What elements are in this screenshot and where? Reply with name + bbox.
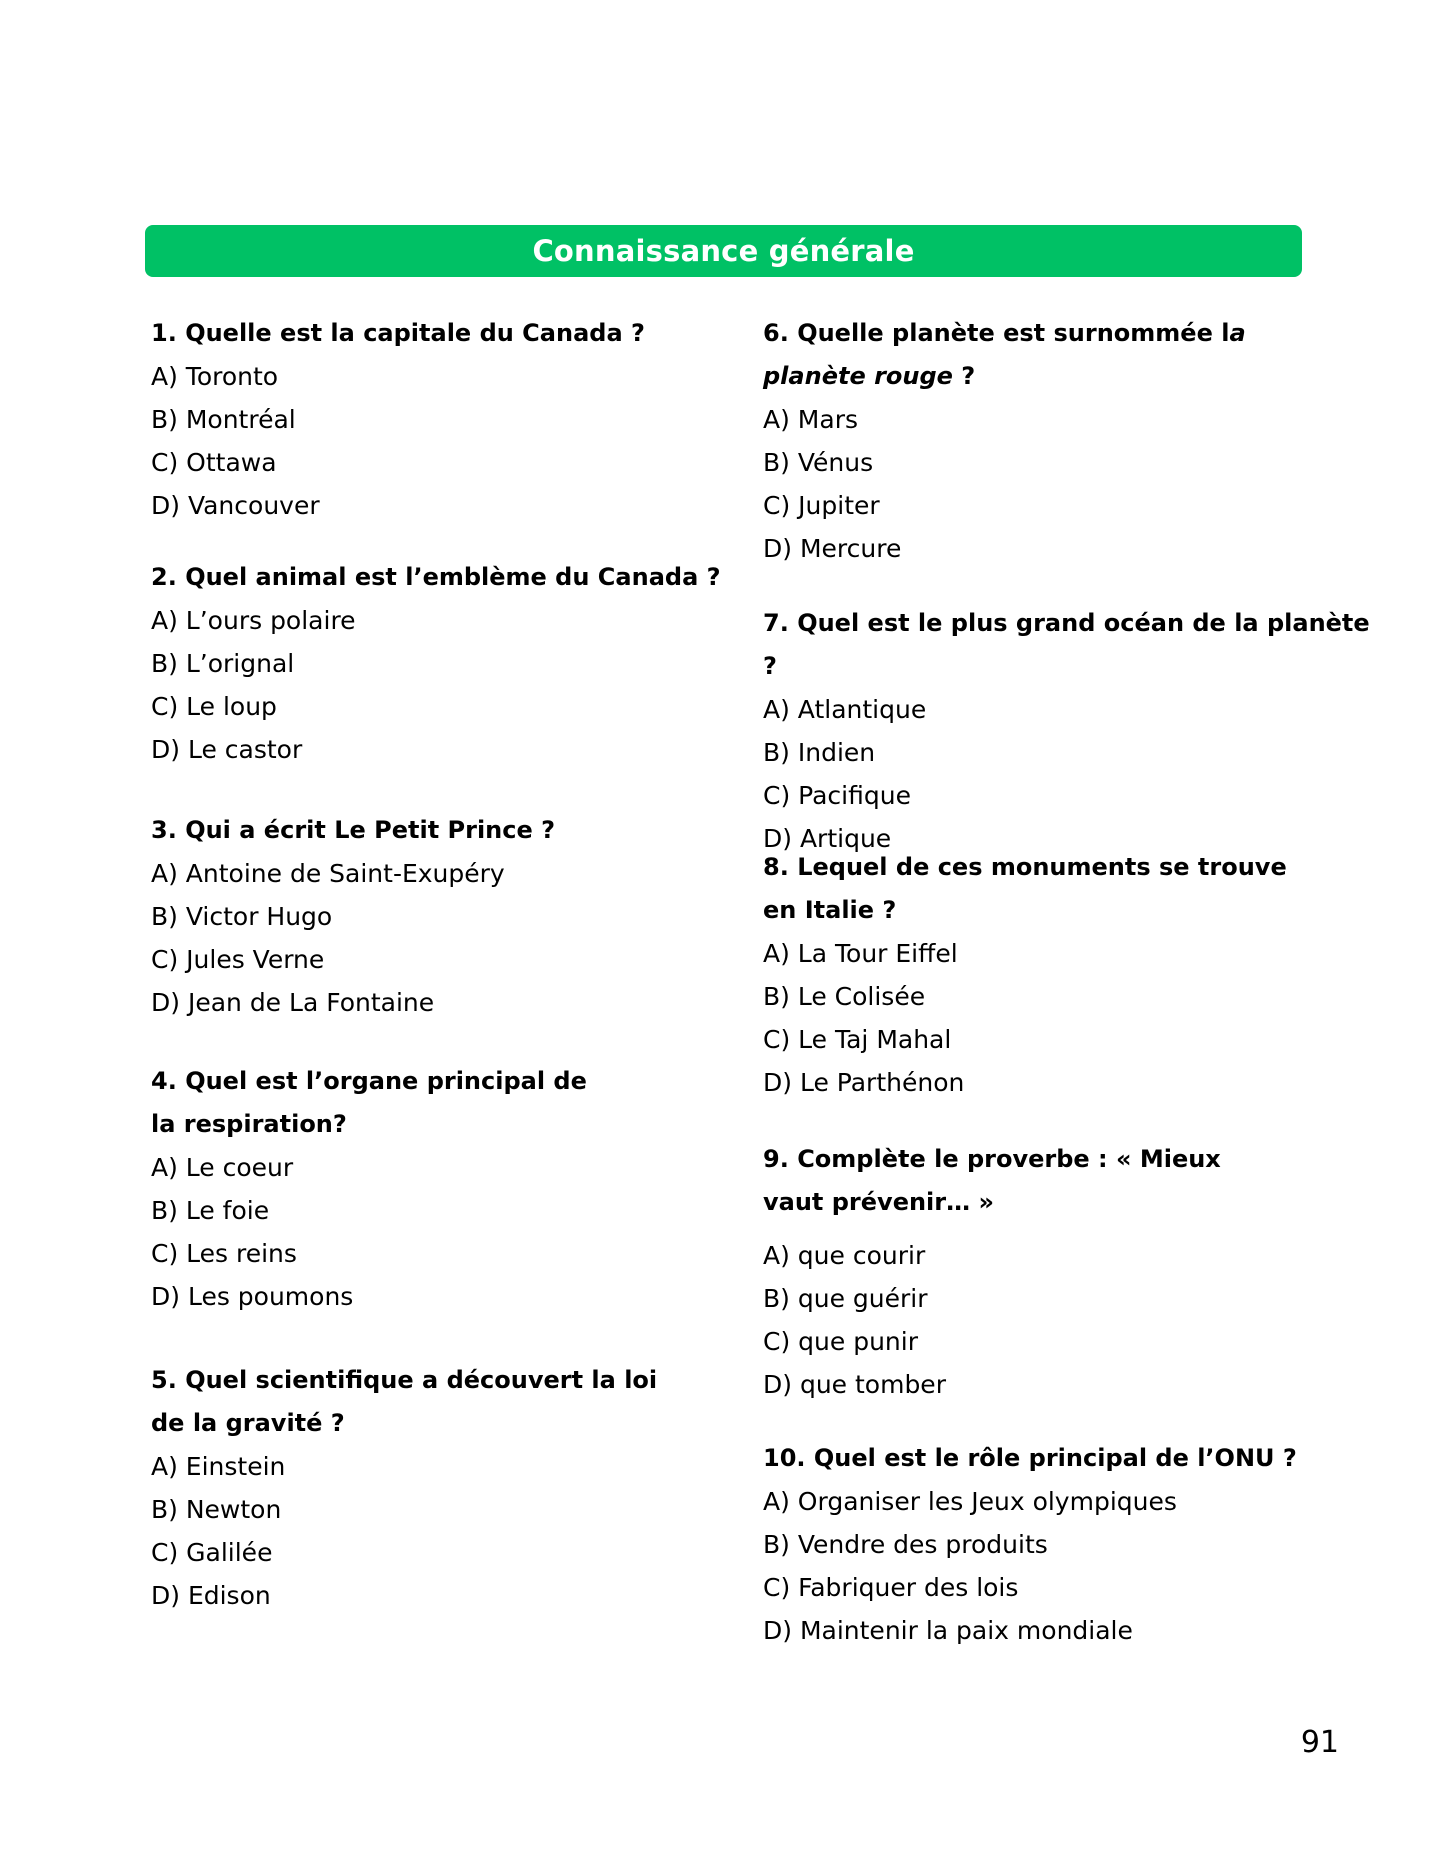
question-title [763,1138,1283,1224]
answer-option: D) Mercure [763,534,902,563]
answer-option: D) Le Parthénon [763,1068,965,1097]
question-1 [151,312,731,527]
answer-option: B) Indien [763,738,876,767]
answer-option: D) Edison [151,1581,271,1610]
answer-option: D) que tomber [763,1370,946,1399]
question-title [763,846,1323,932]
question-number: 9. [763,1145,789,1173]
question-title [151,809,731,852]
question-text: Qui a écrit Le Petit Prince ? [185,816,556,844]
question-text-end: ? [952,362,976,390]
answer-option: D) Jean de La Fontaine [151,988,435,1017]
answer-option: A) Einstein [151,1452,286,1481]
question-number: 7. [763,609,789,637]
answer-option: B) Le foie [151,1196,270,1225]
answer-option: C) Les reins [151,1239,297,1268]
question-text: Complète le proverbe : « Mieux vaut prévenir… » [763,1145,1221,1216]
answer-option: A) Atlantique [763,695,927,724]
question-text: Lequel de ces monuments se trouve en Italie ? [763,853,1287,924]
answer-option: A) Mars [763,405,858,434]
answer-option: D) Maintenir la paix mondiale [763,1616,1133,1645]
answer-option: C) Pacifique [763,781,911,810]
answer-option: C) Ottawa [151,448,277,477]
answer-option: B) Le Colisée [763,982,926,1011]
answer-option: D) Le castor [151,735,303,764]
question-number: 8. [763,853,789,881]
question-2 [151,556,731,771]
question-title [763,602,1383,688]
question-number: 2. [151,563,177,591]
answer-option: A) Organiser les Jeux olympiques [763,1487,1177,1516]
question-text: Quelle planète est surnommée l [797,319,1230,347]
answer-option: B) que guérir [763,1284,928,1313]
question-title [151,1060,611,1146]
answer-option: B) Vénus [763,448,874,477]
question-text: Quel est le plus grand océan de la planète ? [763,609,1370,680]
question-number: 6. [763,319,789,347]
question-number: 1. [151,319,177,347]
section-title: Connaissance générale [532,234,915,268]
question-6 [763,312,1328,570]
question-title [151,1359,681,1445]
answer-option: D) Vancouver [151,491,320,520]
question-title [151,556,731,599]
answer-option: A) L’ours polaire [151,606,356,635]
answer-option: B) L’orignal [151,649,295,678]
answer-option: C) Jupiter [763,491,880,520]
question-8 [763,846,1323,1104]
question-text: Quel est le rôle principal de l’ONU ? [813,1444,1297,1472]
question-10 [763,1437,1363,1652]
question-number: 4. [151,1067,177,1095]
question-5 [151,1359,681,1617]
answer-option: C) Le Taj Mahal [763,1025,952,1054]
question-number: 5. [151,1366,177,1394]
question-title [151,312,731,355]
question-text: Quel animal est l’emblème du Canada ? [185,563,721,591]
answer-option: B) Newton [151,1495,282,1524]
answer-option: D) Artique [763,824,892,853]
answer-option: C) Le loup [151,692,277,721]
answer-option: B) Montréal [151,405,296,434]
question-3 [151,809,731,1024]
answer-option: C) Jules Verne [151,945,325,974]
question-number: 3. [151,816,177,844]
question-9 [763,1138,1283,1406]
question-text: Quel scientifique a découvert la loi de la gravité ? [151,1366,658,1437]
question-text: Quelle est la capitale du Canada ? [185,319,645,347]
question-title [763,1437,1363,1480]
question-text-italic: a planète rouge [763,319,1246,390]
section-banner [145,225,1302,277]
question-7 [763,602,1383,860]
answer-option: C) Galilée [151,1538,273,1567]
answer-option: A) Le coeur [151,1153,294,1182]
question-title [763,312,1328,398]
question-text: Quel est l’organe principal de la respiration? [151,1067,587,1138]
answer-option: C) Fabriquer des lois [763,1573,1019,1602]
question-4 [151,1060,611,1318]
answer-option: C) que punir [763,1327,918,1356]
question-number: 10. [763,1444,806,1472]
page-number: 91 [1300,1725,1339,1760]
answer-option: A) que courir [763,1241,926,1270]
answer-option: A) Antoine de Saint-Exupéry [151,859,505,888]
answer-option: A) La Tour Eiffel [763,939,958,968]
answer-option: D) Les poumons [151,1282,354,1311]
answer-option: B) Vendre des produits [763,1530,1048,1559]
answer-option: B) Victor Hugo [151,902,333,931]
answer-options [763,1234,1283,1406]
answer-option: A) Toronto [151,362,279,391]
